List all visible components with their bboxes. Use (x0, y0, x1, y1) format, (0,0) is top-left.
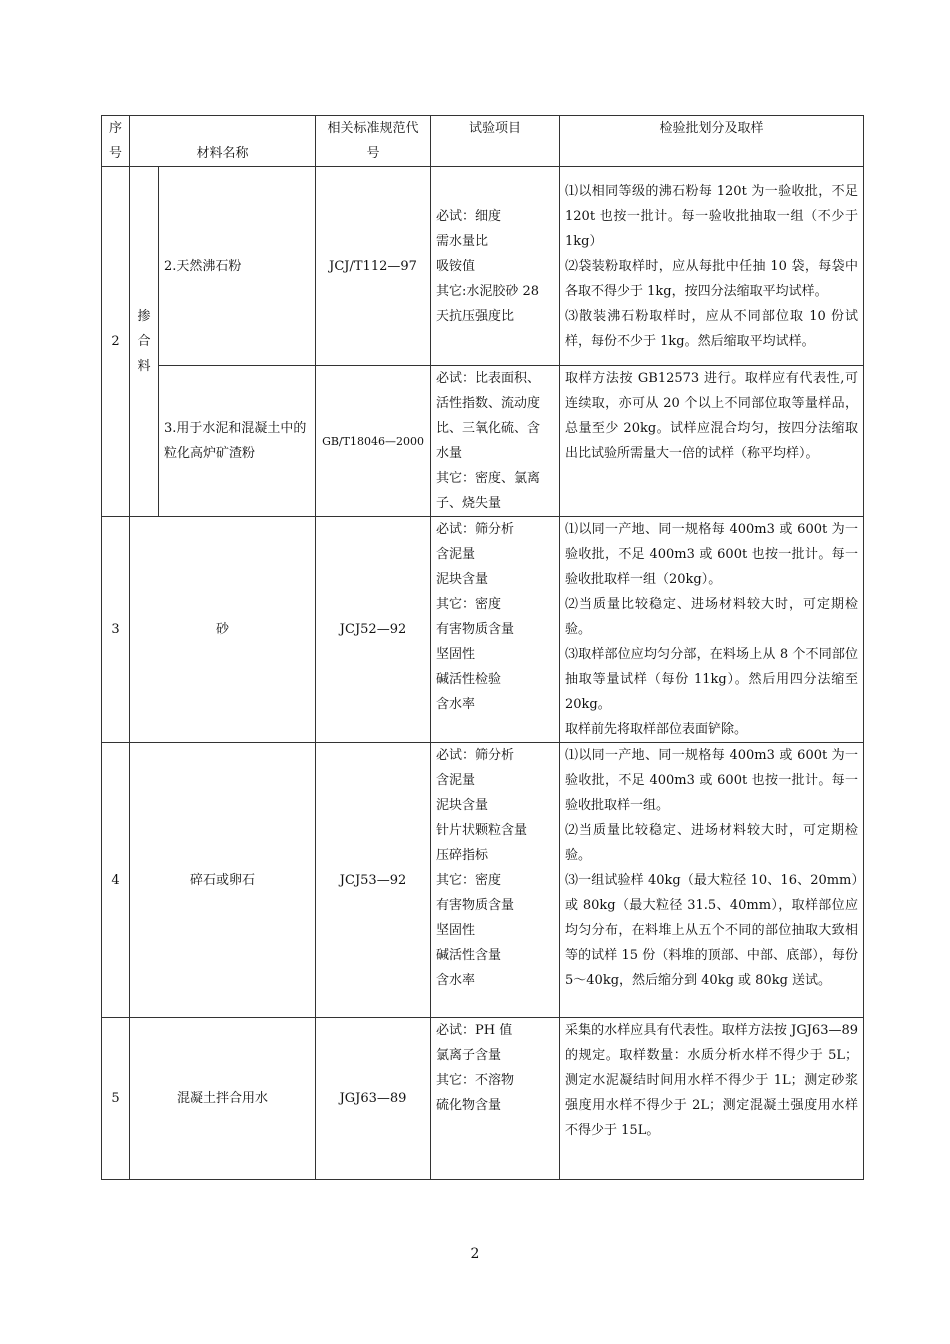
material-sampling-table (101, 115, 864, 1180)
test-item: 天抗压强度比 (436, 308, 515, 324)
test-item: 必试：PH 值 (436, 1023, 513, 1038)
test-item: 氯离子含量 (436, 1048, 502, 1063)
test-item: 压碎指标 (436, 848, 489, 863)
page-number: 2 (470, 1246, 480, 1262)
material-name: 混凝土拌合用水 (130, 1018, 316, 1180)
test-item: 比、三氧化硫、含 (436, 421, 541, 436)
test-item: 含水率 (436, 973, 476, 988)
test-item: 其它：密度 (436, 873, 502, 888)
test-items (431, 1018, 560, 1180)
test-item: 必试：筛分析 (436, 522, 515, 537)
test-item: 含泥量 (436, 547, 476, 562)
test-item: 泥块含量 (436, 572, 489, 587)
test-item: 必试：细度 (436, 208, 502, 224)
sampling-paragraph: ⑵当质量比较稳定、进场材料较大时，可定期检验。 (565, 597, 859, 637)
test-item: 其它：密度、氯离 (436, 471, 541, 486)
sampling-text (560, 167, 864, 366)
standard-code: JCJ52—92 (316, 517, 431, 743)
header-standard: 相关标准规范代号 (316, 116, 431, 167)
test-item: 需水量比 (436, 233, 489, 249)
sampling-paragraph: 取样前先将取样部位表面铲除。 (565, 722, 748, 737)
test-item: 其它：密度 (436, 597, 502, 612)
header-seq: 序号 (102, 116, 130, 167)
test-item: 含水率 (436, 697, 476, 712)
test-items (431, 517, 560, 743)
sampling-paragraph: ⑵当质量比较稳定、进场材料较大时，可定期检验。 (565, 823, 859, 863)
standard-code: JCJ53—92 (316, 743, 431, 1018)
table-row (102, 1018, 864, 1180)
row-seq: 2 (102, 167, 130, 517)
test-item: 针片状颗粒含量 (436, 823, 528, 838)
standard-code: JGJ63—89 (316, 1018, 431, 1180)
test-items (431, 167, 560, 366)
test-item: 吸铵值 (436, 258, 476, 274)
row-seq: 4 (102, 743, 130, 1018)
sampling-text (560, 743, 864, 1018)
standard-code: JCJ/T112—97 (316, 167, 431, 366)
material-name: 2.天然沸石粉 (159, 167, 316, 366)
table-row (102, 366, 864, 517)
header-material: 材料名称 (130, 116, 316, 167)
sampling-paragraph: 采集的水样应具有代表性。取样方法按 JGJ63—89 的规定。取样数量：水质分析水样不得少于 5L；测定水泥凝结时间用水样不得少于 1L；测定砂浆强度用水样不得少于 2L；测定混凝土强度用水样不得少于 15L。 (565, 1023, 859, 1138)
test-item: 其它：不溶物 (436, 1073, 515, 1088)
test-items (431, 743, 560, 1018)
standard-code: GB/T18046—2000 (316, 366, 431, 517)
table-row (102, 743, 864, 1018)
test-items (431, 366, 560, 517)
test-item: 碱活性检验 (436, 672, 502, 687)
test-item: 碱活性含量 (436, 948, 502, 963)
test-item: 坚固性 (436, 647, 476, 662)
sampling-paragraph: ⑴以同一产地、同一规格每 400m3 或 600t 为一验收批，不足 400m3 或 600t 也按一批计。每一验收批取样一组（20kg）。 (565, 522, 859, 587)
test-item: 泥块含量 (436, 798, 489, 813)
test-item: 其它:水泥胶砂 28 (436, 283, 540, 299)
sampling-paragraph: 取样方法按 GB12573 进行。取样应有代表性,可连续取，亦可从 20 个以上不同部位取等量样品，总量至少 20kg。试样应混合均匀，按四分法缩取出比试验所需量大一倍的试样（称平均样）。 (565, 371, 859, 461)
sampling-paragraph: ⑶取样部位应均匀分部，在料场上从 8 个不同部位抽取等量试样（每份 11kg）。然后用四分法缩至 20kg。 (565, 647, 859, 712)
test-item: 活性指数、流动度 (436, 396, 541, 411)
test-item: 必试：比表面积、 (436, 371, 541, 386)
test-item: 含泥量 (436, 773, 476, 788)
test-item: 子、烧失量 (436, 496, 502, 511)
sampling-text (560, 366, 864, 517)
material-name: 3.用于水泥和混凝土中的粒化高炉矿渣粉 (159, 366, 316, 517)
header-test: 试验项目 (431, 116, 560, 167)
table-row (102, 517, 864, 743)
header-sampling: 检验批划分及取样 (560, 116, 864, 167)
material-name: 砂 (130, 517, 316, 743)
sampling-text (560, 517, 864, 743)
test-item: 有害物质含量 (436, 622, 515, 637)
table-header-row (102, 116, 864, 167)
test-item: 必试：筛分析 (436, 748, 515, 763)
sampling-paragraph: ⑶散装沸石粉取样时，应从不同部位取 10 份试样，每份不少于 1kg。然后缩取平均试样。 (565, 308, 859, 349)
material-name: 碎石或卵石 (130, 743, 316, 1018)
table-row (102, 167, 864, 366)
test-item: 有害物质含量 (436, 898, 515, 913)
sampling-paragraph: ⑴以同一产地、同一规格每 400m3 或 600t 为一验收批，不足 400m3 或 600t 也按一批计。每一验收批取样一组。 (565, 748, 859, 813)
sampling-paragraph: ⑶一组试验样 40kg（最大粒径 10、16、20mm）或 80kg（最大粒径 31.5、40mm），取样部位应均匀分布，在料堆上从五个不同的部位抽取大致相等的试样 15 份（料堆的顶部、中部、底部），每份 5～40kg，然后缩分到 40kg 或 80kg 送试。 (565, 873, 859, 988)
sampling-text (560, 1018, 864, 1180)
sampling-paragraph: ⑴以相同等级的沸石粉每 120t 为一验收批，不足 120t 也按一批计。每一验收批抽取一组（不少于 1kg） (565, 183, 859, 249)
test-item: 坚固性 (436, 923, 476, 938)
test-item: 水量 (436, 446, 463, 461)
row-seq: 5 (102, 1018, 130, 1180)
sampling-paragraph: ⑵袋装粉取样时，应从每批中任抽 10 袋，每袋中各取不得少于 1kg，按四分法缩取平均试样。 (565, 258, 859, 299)
group-label: 掺合料 (130, 167, 159, 517)
row-seq: 3 (102, 517, 130, 743)
test-item: 硫化物含量 (436, 1098, 502, 1113)
